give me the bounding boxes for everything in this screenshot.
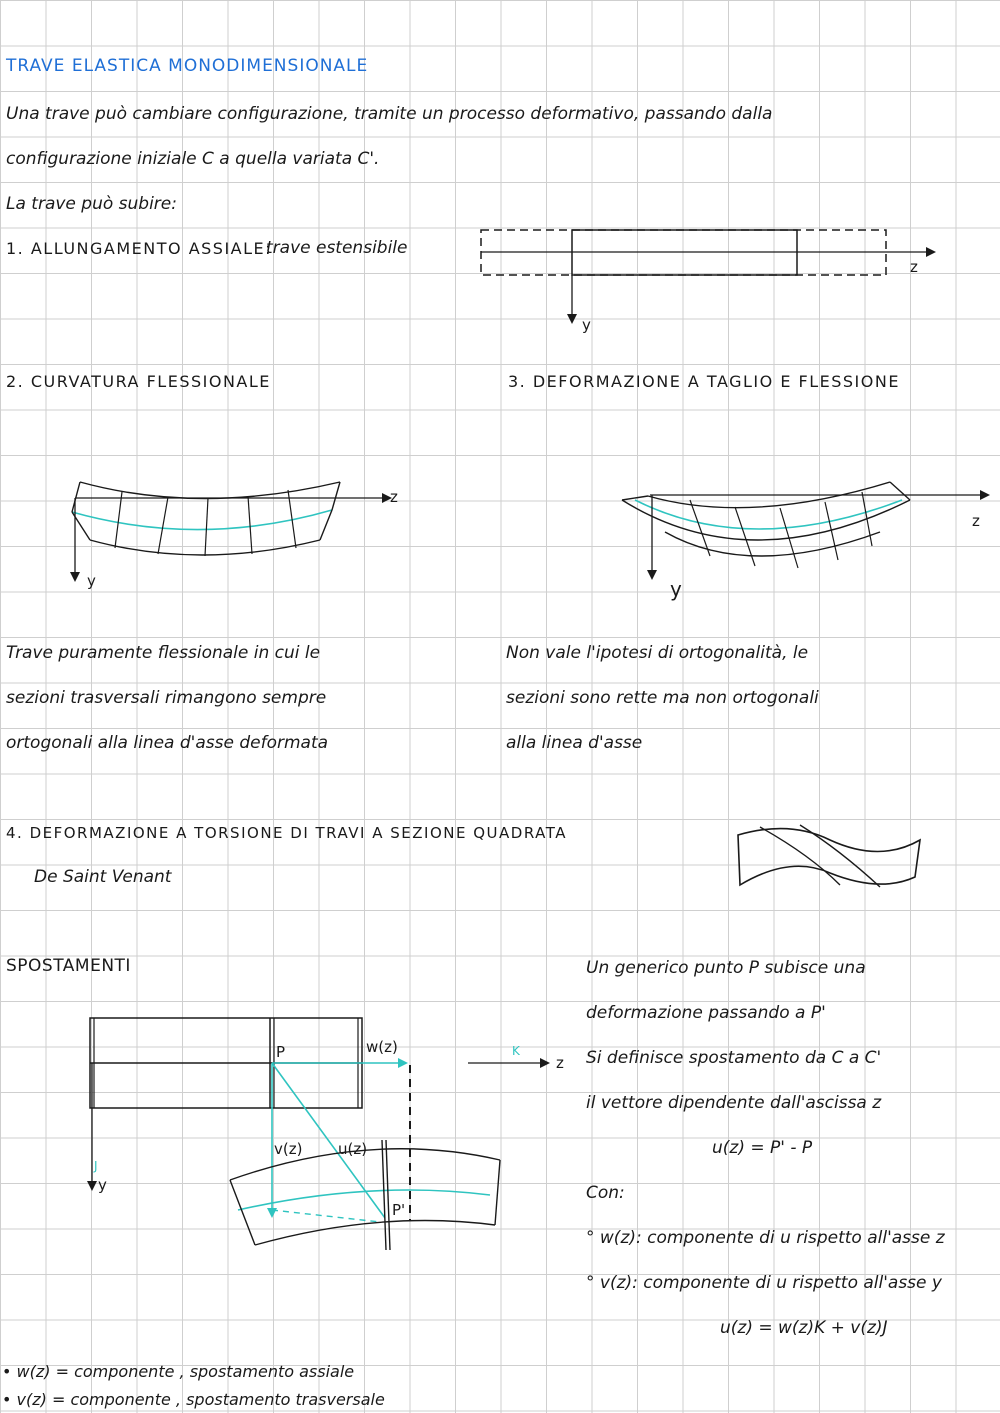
axis-y-label: y xyxy=(582,316,591,334)
intro-line-3: La trave può subire: xyxy=(6,194,177,214)
spostamenti-text-2: deformazione passando a P' xyxy=(586,1003,826,1023)
spostamenti-heading: SPOSTAMENTI xyxy=(6,956,131,976)
section-2-text-2: sezioni trasversali rimangono sempre xyxy=(6,688,327,708)
con-label: Con: xyxy=(586,1183,625,1203)
spostamenti-text-1: Un generico punto P subisce una xyxy=(586,958,866,978)
axis-y-label: y xyxy=(98,1176,107,1194)
k-unit-label: K xyxy=(512,1044,520,1058)
section-4-heading: 4. DEFORMAZIONE A TORSIONE DI TRAVI A SEZIONE QUADRATA xyxy=(6,824,568,842)
section-3-text-2: sezioni sono rette ma non ortogonali xyxy=(506,688,819,708)
section-2-heading: 2. CURVATURA FLESSIONALE xyxy=(6,372,271,391)
intro-line-2: configurazione iniziale C a quella variata C'. xyxy=(6,149,380,169)
section-3-heading: 3. DEFORMAZIONE A TAGLIO E FLESSIONE xyxy=(508,372,900,391)
point-p1-label: P' xyxy=(392,1201,406,1219)
shear-bending-figure xyxy=(610,470,990,610)
displacement-figure xyxy=(80,1010,600,1260)
spostamenti-text-4: il vettore dipendente dall'ascissa z xyxy=(586,1093,882,1113)
w-label: w(z) xyxy=(366,1038,398,1056)
bullet-w: ° w(z): componente di u rispetto all'asse z xyxy=(586,1228,945,1248)
section-4-sub: De Saint Venant xyxy=(34,867,172,887)
section-1-heading: 1. ALLUNGAMENTO ASSIALE: xyxy=(6,239,273,258)
bending-curvature-figure xyxy=(60,470,420,600)
page-title: TRAVE ELASTICA MONODIMENSIONALE xyxy=(6,56,369,76)
section-2-text-1: Trave puramente flessionale in cui le xyxy=(6,643,321,663)
footer-line-1: • w(z) = componente , spostamento assiale xyxy=(2,1362,355,1381)
u-label: u(z) xyxy=(338,1140,368,1158)
footer-line-2: • v(z) = componente , spostamento trasversale xyxy=(2,1390,385,1409)
axis-z-label: z xyxy=(972,512,980,530)
axis-z-label: z xyxy=(556,1054,564,1072)
torsion-figure xyxy=(730,815,930,895)
axis-y-label: y xyxy=(670,577,682,601)
axis-z-label: z xyxy=(390,488,398,506)
axial-elongation-figure xyxy=(470,220,950,340)
section-1-desc: trave estensibile xyxy=(266,238,408,258)
bullet-v: ° v(z): componente di u rispetto all'asse y xyxy=(586,1273,942,1293)
v-label: v(z) xyxy=(274,1140,303,1158)
j-unit-label: J xyxy=(94,1159,98,1173)
axis-z-label: z xyxy=(910,258,918,276)
section-3-text-3: alla linea d'asse xyxy=(506,733,643,753)
formula-2: u(z) = w(z)K + v(z)J xyxy=(720,1318,888,1338)
point-p-label: P xyxy=(276,1043,286,1061)
axis-y-label: y xyxy=(87,572,96,590)
formula-1: u(z) = P' - P xyxy=(712,1138,813,1158)
intro-line-1: Una trave può cambiare configurazione, tramite un processo deformativo, passando dalla xyxy=(6,104,773,124)
section-2-text-3: ortogonali alla linea d'asse deformata xyxy=(6,733,329,753)
section-3-text-1: Non vale l'ipotesi di ortogonalità, le xyxy=(506,643,809,663)
spostamenti-text-3: Si definisce spostamento da C a C' xyxy=(586,1048,882,1068)
